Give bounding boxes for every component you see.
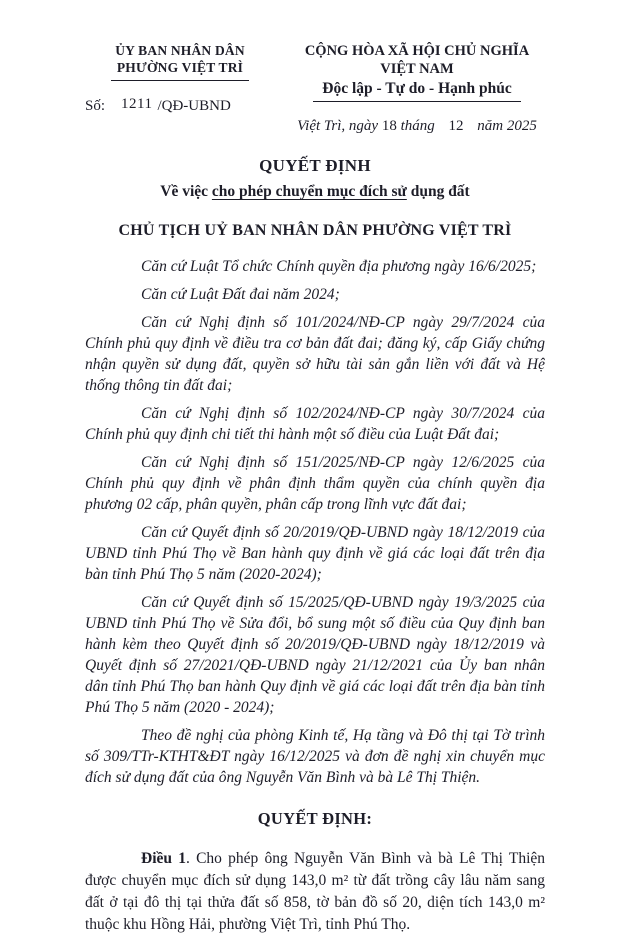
document-header [85,42,545,135]
issue-date-mid2: năm [473,118,507,134]
authority-title: CHỦ TỊCH UỶ BAN NHÂN DÂN PHƯỜNG VIỆT TRÌ [118,222,512,239]
article-1-text: . Cho phép ông Nguyễn Văn Bình và bà Lê Thị Thiện được chuyển mục đích sử dụng 143,0 m² từ đất trồng cây lâu năm sang đất ở tại đô thị tại thửa đất số 858, tờ bản đồ số 20, diện tích 143,0 m² thuộc khu Hồng Hải, phường Việt Trì, tỉnh Phú Thọ. [85,850,545,933]
title-block [85,156,545,240]
national-title: CỘNG HÒA XÃ HỘI CHỦ NGHĨA VIỆT NAM [304,43,530,77]
issue-date-month: 12 [448,118,464,134]
citation-paragraph: Căn cứ Luật Tổ chức Chính quyền địa phương ngày 16/6/2025; [141,258,537,275]
national-motto-underline [313,101,521,102]
issue-date-prefix: Việt Trì, ngày [297,118,382,134]
issuing-org-line1: ỦY BAN NHÂN DÂN [115,43,245,58]
decree-heading: QUYẾT ĐỊNH: [257,809,373,828]
citation-paragraph: Căn cứ Nghị định số 102/2024/NĐ-CP ngày 30/7/2024 của Chính phủ quy định chi tiết thi hành một số điều của Luật Đất đai; [85,405,545,443]
issue-date [289,118,545,135]
citation-paragraph: Theo đề nghị của phòng Kinh tế, Hạ tầng và Đô thị tại Tờ trình số 309/TTr-KTHT&ĐT ngày 16/12/2025 và đơn đề nghị xin chuyển mục đích sử dụng đất của ông Nguyễn Văn Bình và bà Lê Thị Thiện. [85,727,545,786]
issue-date-year: 2025 [506,118,537,134]
document-number-suffix: /QĐ-UBND [157,98,231,114]
document-title: QUYẾT ĐỊNH [259,156,371,175]
citation-paragraph: Căn cứ Nghị định số 151/2025/NĐ-CP ngày 12/6/2025 của Chính phủ quy định về phân định thẩm quyền của chính quyền địa phương 02 cấp, phân quyền, phân cấp trong lĩnh vực đất đai; [85,454,545,513]
citations-section [85,256,545,788]
issuing-org-underline [111,80,249,81]
document-subtitle [85,183,545,201]
document-number-label: Số: [85,98,106,114]
issuing-org-block [85,42,275,115]
article-1 [85,848,545,936]
citation-paragraph: Căn cứ Luật Đất đai năm 2024; [141,286,340,303]
citation-paragraph: Căn cứ Nghị định số 101/2024/NĐ-CP ngày 29/7/2024 của Chính phủ quy định về điều tra cơ bản đất đai; đăng ký, cấp Giấy chứng nhận quyền sử dụng đất, quyền sở hữu tài sản gắn liền với đất và Hệ thống thông tin đất đai; [85,314,545,394]
citation-paragraph: Căn cứ Quyết định số 20/2019/QĐ-UBND ngày 18/12/2019 của UBND tỉnh Phú Thọ về Ban hành quy định về giá các loại đất trên địa bàn tỉnh Phú Thọ 5 năm (2020-2024); [85,524,545,583]
document-subtitle-suffix: dụng đất [406,183,470,200]
document-subtitle-underlined: cho phép chuyển mục đích sử [211,183,407,200]
national-motto-block [275,42,545,135]
national-motto: Độc lập - Tự do - Hạnh phúc [322,80,512,97]
citation-paragraph: Căn cứ Quyết định số 15/2025/QĐ-UBND ngày 19/3/2025 của UBND tỉnh Phú Thọ về Sửa đổi, bổ sung một số điều của Quy định ban hành kèm theo Quyết định số 20/2019/QĐ-UBND ngày 18/12/2019 và Quyết định số 27/2021/QĐ-UBND ngày 21/12/2021 của Ủy ban nhân dân tỉnh Phú Thọ ban hành Quy định về giá các loại đất trên địa bàn tỉnh Phú Thọ 5 năm (2020 - 2024); [85,594,545,716]
document-subtitle-prefix: Về việc [160,183,212,200]
article-1-label: Điều 1 [141,850,186,867]
issue-date-day: 18 [381,118,397,134]
document-number-value: 1211 [121,96,153,112]
issue-date-mid1: tháng [396,118,439,134]
document-number [85,98,275,115]
issuing-org-line2: PHƯỜNG VIỆT TRÌ [116,60,244,75]
